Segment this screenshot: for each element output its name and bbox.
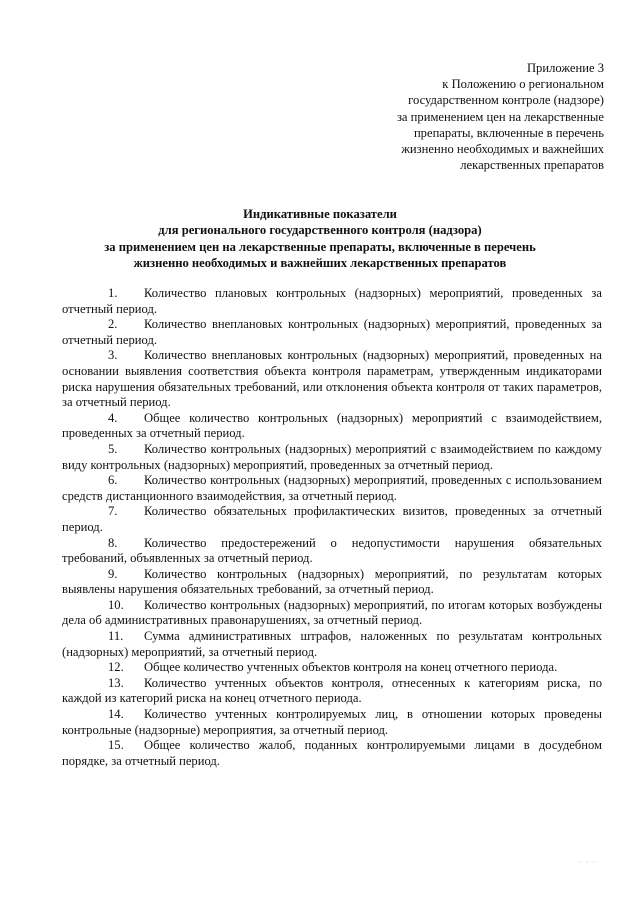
list-item xyxy=(62,598,602,629)
item-number: 5. xyxy=(108,441,118,456)
appendix-line: к Положению о региональном xyxy=(442,77,604,92)
item-text: Сумма административных штрафов, наложенных по результатам контрольных (надзорных) мероприятий, за отчетный период. xyxy=(62,629,602,659)
item-text: Общее количество контрольных (надзорных) мероприятий с взаимодействием, проведенных за отчетный период. xyxy=(62,410,602,441)
appendix-line: препараты, включенные в перечень xyxy=(413,125,604,140)
item-number: 3. xyxy=(108,348,118,363)
title-line: для регионального государственного контроля (надзора) xyxy=(158,223,482,238)
list-item xyxy=(62,738,602,769)
item-text: Количество учтенных объектов контроля, отнесенных к категориям риска, по каждой из категорий риска на конец отчетного периода. xyxy=(62,675,602,706)
list-item xyxy=(62,286,602,317)
item-number: 4. xyxy=(108,410,118,425)
item-text: Количество внеплановых контрольных (надзорных) мероприятий, проведенных на основании выявления соответствия объекта контроля параметрам, утвержденным индикаторами риска нарушения обязательных требований, или отклонения объекта контроля от таких параметров, за отчетный период. xyxy=(62,348,602,410)
item-number: 10. xyxy=(108,597,124,612)
item-text: Общее количество учтенных объектов контроля на конец отчетного периода. xyxy=(144,660,558,675)
item-number: 15. xyxy=(108,738,124,753)
list-item xyxy=(62,660,602,676)
list-item xyxy=(62,348,602,410)
appendix-header xyxy=(324,60,604,173)
list-item xyxy=(62,536,602,567)
title-line: жизненно необходимых и важнейших лекарственных препаратов xyxy=(133,256,507,271)
list-item xyxy=(62,442,602,473)
item-number: 13. xyxy=(108,675,124,690)
item-number: 7. xyxy=(108,504,118,519)
item-text: Количество контрольных (надзорных) мероприятий, по результатам которых выявлены нарушения обязательных требований, за отчетный период. xyxy=(62,566,602,597)
appendix-line: лекарственных препаратов xyxy=(460,158,604,173)
item-text: Количество учтенных контролируемых лиц, в отношении которых проведены контрольные (надзорные) мероприятия, за отчетный период. xyxy=(62,707,602,737)
item-text: Количество обязательных профилактических визитов, проведенных за отчетный период. xyxy=(62,504,602,534)
list-item xyxy=(62,473,602,504)
item-text: Количество предостережений о недопустимости нарушения обязательных требований, объявленных за отчетный период. xyxy=(62,535,602,566)
appendix-line: жизненно необходимых и важнейших xyxy=(401,142,604,157)
appendix-line: Приложение 3 xyxy=(526,61,604,75)
item-text: Количество контрольных (надзорных) мероприятий, по итогам которых возбуждены дела об административных правонарушениях, за отчетный период. xyxy=(62,597,602,628)
item-text: Количество контрольных (надзорных) мероприятий, проведенных с использованием средств дистанционного взаимодействия, за отчетный период. xyxy=(62,473,602,503)
item-number: 8. xyxy=(108,535,118,550)
list-item xyxy=(62,707,602,738)
item-text: Количество плановых контрольных (надзорных) мероприятий, проведенных за отчетный период. xyxy=(62,286,602,316)
title-line: за применением цен на лекарственные препараты, включенные в перечень xyxy=(104,239,536,254)
item-number: 12. xyxy=(108,660,124,675)
document-title xyxy=(40,206,600,272)
list-item xyxy=(62,676,602,707)
list-item xyxy=(62,567,602,598)
item-number: 14. xyxy=(108,707,124,722)
item-number: 11. xyxy=(108,629,124,644)
list-item xyxy=(62,411,602,442)
item-number: 6. xyxy=(108,473,118,488)
list-item xyxy=(62,629,602,660)
list-item xyxy=(62,504,602,535)
appendix-line: государственном контроле (надзоре) xyxy=(408,93,604,108)
list-item xyxy=(62,317,602,348)
item-text: Общее количество жалоб, поданных контролируемыми лицами в досудебном порядке, за отчетный период. xyxy=(62,738,602,768)
indicator-list xyxy=(62,286,602,769)
title-line: Индикативные показатели xyxy=(243,207,397,221)
item-text: Количество внеплановых контрольных (надзорных) мероприятий, проведенных за отчетный период. xyxy=(62,317,602,347)
item-number: 2. xyxy=(108,317,118,332)
item-text: Количество контрольных (надзорных) мероприятий с взаимодействием по каждому виду контрольных (надзорных) мероприятий, проведенных за отчетный период. xyxy=(62,441,602,472)
item-number: 1. xyxy=(108,286,118,300)
scan-artifact: · · · xyxy=(579,858,596,867)
item-number: 9. xyxy=(108,566,118,581)
appendix-line: за применением цен на лекарственные xyxy=(396,109,604,124)
